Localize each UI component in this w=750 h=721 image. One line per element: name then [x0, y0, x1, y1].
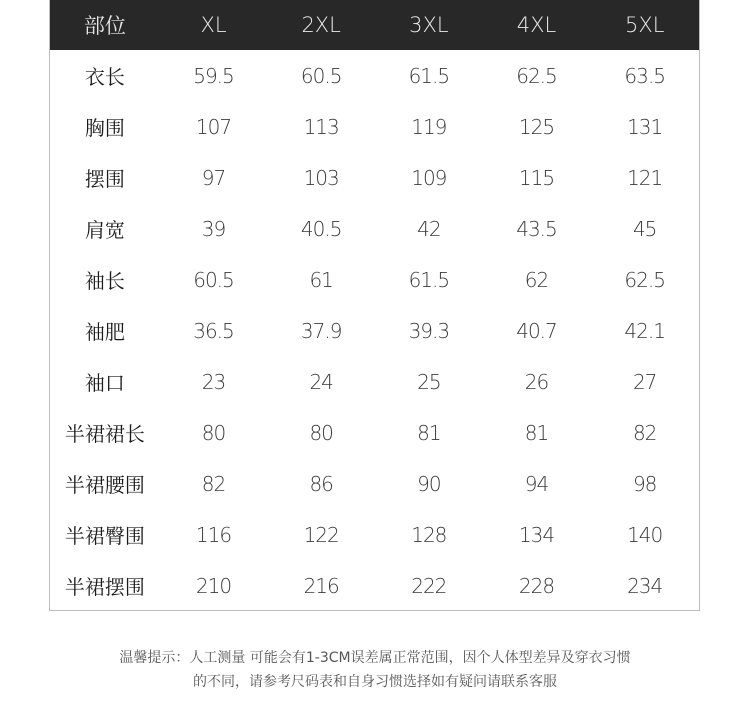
row-label: 半裙摆围	[64, 575, 145, 599]
measurement-cell: 140	[627, 522, 663, 547]
table-row	[50, 458, 699, 509]
row-label: 半裙腰围	[64, 473, 145, 497]
header-size-2xl: 2XL	[301, 13, 341, 37]
measurement-cell: 128	[411, 522, 447, 547]
measurement-cell: 115	[518, 165, 555, 190]
measurement-cell: 94	[524, 471, 549, 496]
measurement-cell: 122	[303, 522, 339, 547]
measurement-cell: 43.5	[516, 216, 557, 241]
table-row	[50, 152, 699, 203]
measurement-cell: 109	[411, 165, 447, 190]
measurement-cell: 62.5	[516, 63, 557, 88]
measurement-cell: 45	[632, 216, 657, 241]
measurement-cell: 134	[518, 522, 555, 547]
table-row	[50, 305, 699, 356]
measurement-cell: 86	[309, 471, 333, 496]
measurement-cell: 131	[627, 114, 663, 139]
measurement-cell: 42	[417, 216, 441, 241]
measurement-cell: 62.5	[624, 267, 665, 292]
table-body	[50, 50, 699, 611]
measurement-cell: 234	[627, 573, 663, 598]
measurement-cell: 60.5	[300, 63, 342, 88]
header-size-xl: XL	[200, 13, 227, 37]
measurement-cell: 39	[201, 216, 226, 241]
row-label: 半裙臀围	[64, 524, 145, 548]
measurement-cell: 39.3	[408, 318, 450, 343]
table-row	[50, 509, 699, 560]
measurement-cell: 59.5	[193, 63, 234, 88]
header-part: 部位	[83, 14, 126, 38]
row-label: 摆围	[84, 167, 125, 191]
measurement-cell: 82	[632, 420, 657, 445]
size-note-line-1: 温馨提示：人工测量 可能会有1-3CM误差属正常范围，因个人体型差异及穿衣习惯	[119, 650, 631, 666]
table-row	[50, 560, 699, 611]
measurement-cell: 62	[524, 267, 549, 292]
measurement-cell: 37.9	[300, 318, 342, 343]
row-label: 胸围	[84, 116, 125, 140]
measurement-cell: 61.5	[408, 63, 450, 88]
table-row	[50, 356, 699, 407]
size-chart-table	[49, 0, 700, 611]
table-row	[50, 101, 699, 152]
measurement-cell: 80	[201, 420, 226, 445]
measurement-cell: 40.5	[300, 216, 342, 241]
measurement-cell: 80	[309, 420, 333, 445]
row-label: 肩宽	[84, 218, 125, 242]
measurement-cell: 125	[518, 114, 555, 139]
measurement-cell: 113	[303, 114, 339, 139]
row-label: 半裙裙长	[64, 422, 145, 446]
measurement-cell: 103	[303, 165, 339, 190]
measurement-cell: 228	[518, 573, 555, 598]
measurement-cell: 216	[303, 573, 339, 598]
measurement-cell: 40.7	[516, 318, 557, 343]
measurement-cell: 61.5	[408, 267, 450, 292]
measurement-cell: 119	[411, 114, 447, 139]
measurement-cell: 82	[201, 471, 226, 496]
table-row	[50, 203, 699, 254]
measurement-cell: 36.5	[193, 318, 234, 343]
measurement-cell: 81	[417, 420, 441, 445]
measurement-cell: 24	[309, 369, 333, 394]
table-row	[50, 50, 699, 101]
measurement-cell: 121	[627, 165, 663, 190]
measurement-cell: 116	[195, 522, 232, 547]
size-note-line-2: 的不同，请参考尺码表和自身习惯选择如有疑问请联系客服	[193, 674, 557, 690]
measurement-cell: 81	[524, 420, 549, 445]
table-row	[50, 254, 699, 305]
table-row	[50, 407, 699, 458]
measurement-cell: 25	[417, 369, 441, 394]
measurement-cell: 63.5	[624, 63, 665, 88]
row-label: 袖长	[84, 269, 125, 293]
measurement-cell: 97	[201, 165, 226, 190]
header-size-4xl: 4XL	[516, 13, 557, 37]
header-size-3xl: 3XL	[409, 13, 449, 37]
row-label: 衣长	[84, 65, 125, 89]
measurement-cell: 210	[195, 573, 232, 598]
measurement-cell: 107	[195, 114, 232, 139]
measurement-cell: 26	[524, 369, 549, 394]
table-header-row	[50, 0, 699, 50]
measurement-cell: 98	[632, 471, 657, 496]
row-label: 袖肥	[84, 320, 125, 344]
measurement-cell: 222	[411, 573, 447, 598]
row-label: 袖口	[84, 371, 125, 395]
measurement-cell: 23	[201, 369, 226, 394]
measurement-cell: 60.5	[193, 267, 234, 292]
header-size-5xl: 5XL	[624, 13, 665, 37]
measurement-cell: 61	[309, 267, 333, 292]
measurement-cell: 27	[632, 369, 657, 394]
size-note	[0, 646, 750, 694]
measurement-cell: 90	[417, 471, 441, 496]
measurement-cell: 42.1	[624, 318, 665, 343]
